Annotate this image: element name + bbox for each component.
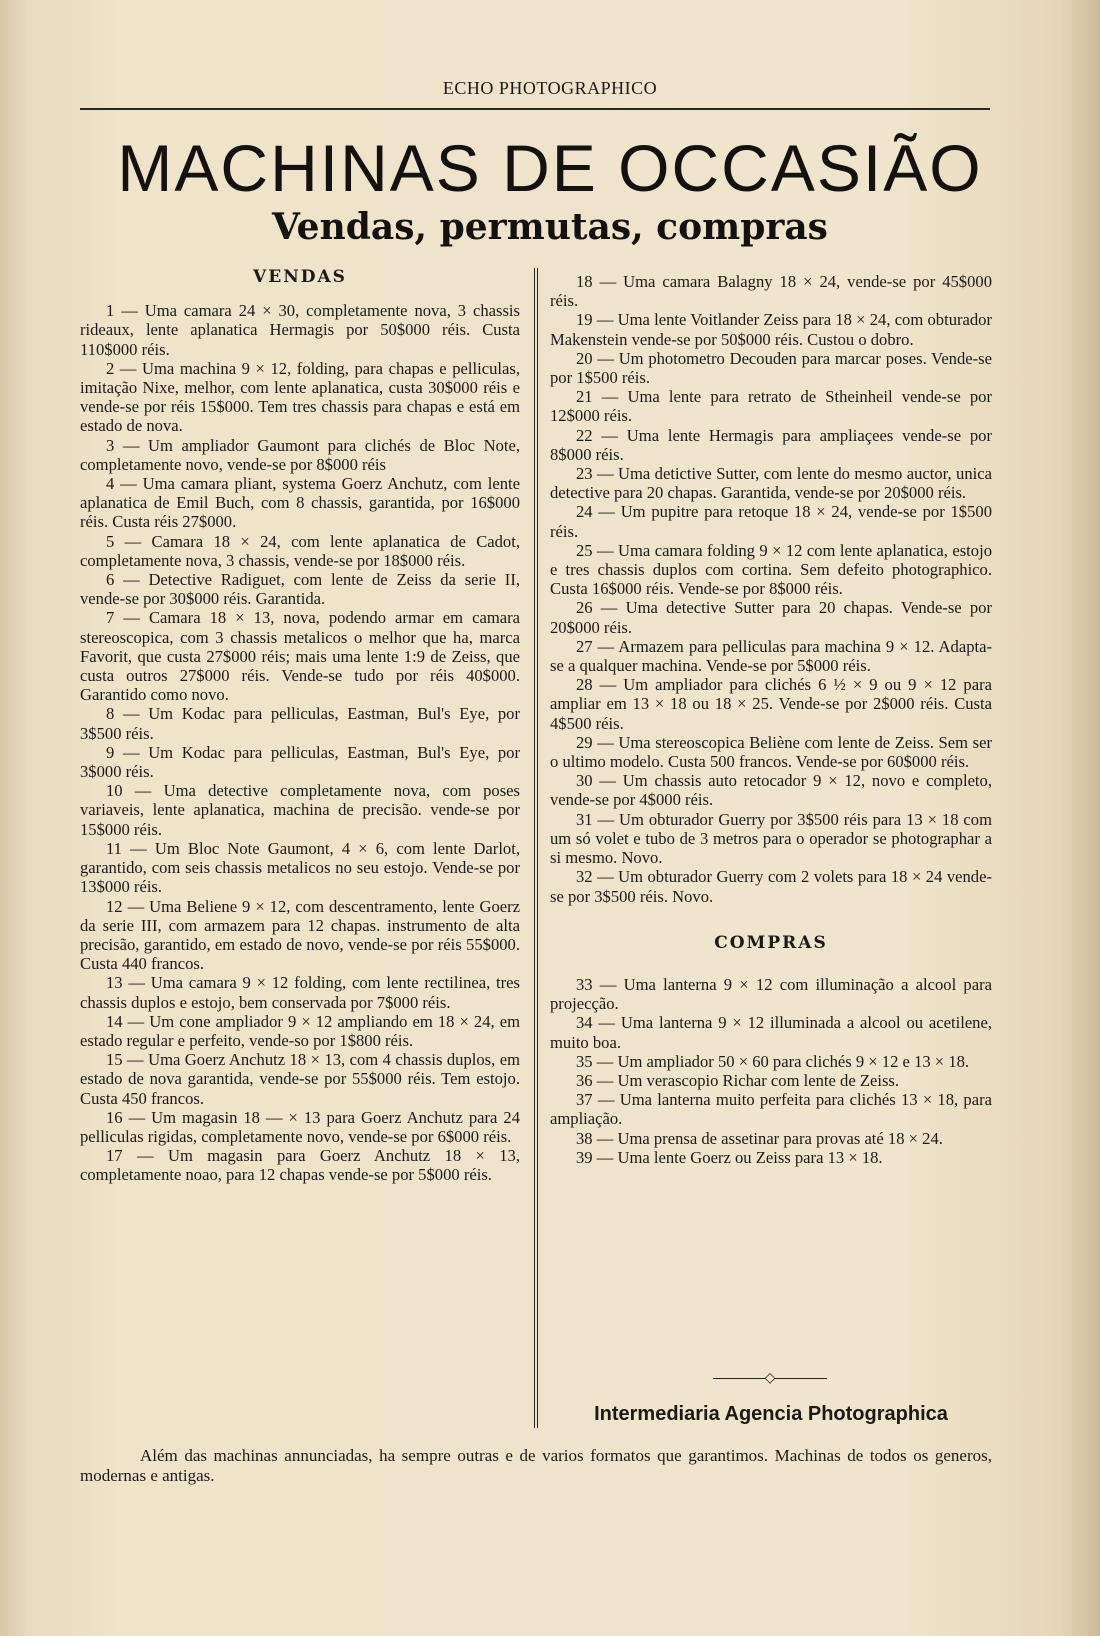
compras-heading: COMPRAS (714, 932, 828, 953)
left-column (80, 268, 520, 1185)
ad-item: 30 — Um chassis auto retocador 9 × 12, novo e completo, vende-se por 4$000 réis. (550, 771, 992, 810)
page-subtitle: Vendas, permutas, compras (272, 206, 828, 248)
ad-item: 23 — Uma detictive Sutter, com lente do mesmo auctor, unica detective para 20 chapas. Garantida, vende-se por 20$000 réis. (550, 464, 992, 503)
rule-line (713, 1378, 765, 1379)
ad-item: 32 — Um obturador Guerry com 2 volets para 18 × 24 vende-se por 3$500 réis. Novo. (550, 867, 992, 906)
rule-line (775, 1378, 827, 1379)
ad-item: 9 — Um Kodac para pelliculas, Eastman, Bul's Eye, por 3$000 réis. (80, 742, 520, 782)
ad-item: 19 — Uma lente Voitlander Zeiss para 18 × 24, com obturador Makenstein vende-se por 50$000 réis. Custou o dobro. (550, 310, 992, 349)
ad-item: 16 — Um magasin 18 — × 13 para Goerz Anchutz para 24 pelliculas rigidas, completamente novo, vende-se por 6$000 réis. (80, 1107, 520, 1146)
ad-item: 38 — Uma prensa de assetinar para provas até 18 × 24. (576, 1128, 943, 1148)
ad-item: 3 — Um ampliador Gaumont para clichés de Bloc Note, completamente novo, vende-se por 8$000 réis (80, 435, 520, 474)
ad-item: 20 — Um photometro Decouden para marcar poses. Vende-se por 1$500 réis. (550, 348, 992, 388)
ad-item: 35 — Um ampliador 50 × 60 para clichés 9 × 12 e 13 × 18. (576, 1051, 970, 1071)
ad-item: 1 — Uma camara 24 × 30, completamente nova, 3 chassis rideaux, lente aplanatica Hermagis por 50$000 réis. Custa 110$000 réis. (80, 301, 520, 359)
ad-item: 5 — Camara 18 × 24, com lente aplanatica de Cadot, completamente nova, 3 chassis, vende-se por 18$000 réis. (80, 531, 520, 570)
ad-item: 8 — Um Kodac para pelliculas, Eastman, Bul's Eye, por 3$500 réis. (80, 704, 520, 743)
ad-item: 36 — Um verascopio Richar com lente de Zeiss. (576, 1070, 900, 1090)
ad-item: 7 — Camara 18 × 13, nova, podendo armar em camara stereoscopica, com 3 chassis metalicos o melhor que ha, marca Favorit, que custa 27$000 réis; mais uma lente 1:9 de Zeiss, que custa outros 27$000 réis. Vende-se tudo por réis 40$000. Garantido como novo. (80, 608, 520, 705)
vendas-heading: VENDAS (253, 267, 347, 287)
ornament-rule (705, 1371, 835, 1385)
ad-item: 4 — Uma camara pliant, systema Goerz Anchutz, com lente aplanatica de Emil Buch, com 8 chassis, garantida, por 16$000 réis. Custa réis 27$000. (80, 474, 520, 532)
ad-item: 21 — Uma lente para retrato de Stheinheil vende-se por 12$000 réis. (550, 387, 992, 426)
ad-item: 10 — Uma detective completamente nova, com poses variaveis, lente aplanatica, machina de precisão. vende-se por 15$000 réis. (80, 781, 520, 839)
ad-item: 27 — Armazem para pelliculas para machina 9 × 12. Adapta-se a qualquer machina. Vende-se por 5$000 réis. (550, 636, 992, 676)
diamond-ornament-icon: ◇ (764, 1370, 776, 1386)
page-title: MACHINAS DE OCCASIÃO (117, 131, 983, 205)
ad-item: 31 — Um obturador Guerry por 3$500 réis para 13 × 18 com um só volet e tubo de 3 metros para o operador se photographar a si mesmo. Novo. (550, 809, 992, 868)
ad-item: 13 — Uma camara 9 × 12 folding, com lente rectilinea, tres chassis duplos e estojo, bem conservada por 7$000 réis. (80, 973, 520, 1012)
ad-item: 34 — Uma lanterna 9 × 12 illuminada a alcool ou acetilene, muito boa. (550, 1013, 992, 1052)
running-header: ECHO PHOTOGRAPHICO (442, 78, 658, 98)
footer-note: Além das machinas annunciadas, ha sempre outras e de varios formatos que garantimos. Machinas de todos os generos, modernas e antigas. (80, 1446, 992, 1485)
ad-item: 22 — Uma lente Hermagis para ampliaçees vende-se por 8$000 réis. (550, 425, 992, 464)
right-column (550, 272, 992, 1167)
ad-item: 33 — Uma lanterna 9 × 12 com illuminação a alcool para projecção. (550, 974, 992, 1014)
ad-item: 25 — Uma camara folding 9 × 12 com lente aplanatica, estojo e tres chassis duplos com cortina. Sem defeito photographico. Custa 16$000 réis. Vende-se por 8$000 réis. (550, 540, 992, 599)
ad-item: 2 — Uma machina 9 × 12, folding, para chapas e pelliculas, imitação Nixe, melhor, com lente aplanatica, custa 30$000 réis e vende-se por réis 15$000. Tem tres chassis para chapas e está em estado de nova. (80, 358, 520, 436)
ad-item: 18 — Uma camara Balagny 18 × 24, vende-se por 45$000 réis. (550, 272, 992, 311)
ad-item: 11 — Um Bloc Note Gaumont, 4 × 6, com lente Darlot, garantido, com seis chassis metalicos no seu estojo. Vende-se por 13$000 réis. (80, 838, 520, 897)
ad-item: 26 — Uma detective Sutter para 20 chapas. Vende-se por 20$000 réis. (550, 598, 992, 637)
ad-item: 17 — Um magasin para Goerz Anchutz 18 × 13, completamente noao, para 12 chapas vende-se por 5$000 réis. (80, 1146, 520, 1185)
ad-item: 24 — Um pupitre para retoque 18 × 24, vende-se por 1$500 réis. (550, 502, 992, 541)
ad-item: 14 — Um cone ampliador 9 × 12 ampliando em 18 × 24, em estado regular e perfeito, vende-so por 1$800 réis. (80, 1011, 520, 1050)
ad-item: 15 — Uma Goerz Anchutz 18 × 13, com 4 chassis duplos, em estado de nova garantida, vende-se por 55$000 réis. Tem estojo. Custa 450 francos. (80, 1050, 520, 1108)
ad-item: 39 — Uma lente Goerz ou Zeiss para 13 × 18. (576, 1147, 883, 1167)
header-rule (80, 108, 990, 110)
column-divider (534, 268, 538, 1428)
ad-item: 37 — Uma lanterna muito perfeita para clichés 13 × 18, para ampliação. (550, 1090, 992, 1129)
ad-item: 6 — Detective Radiguet, com lente de Zeiss da serie II, vende-se por 30$000 réis. Garantida. (80, 570, 520, 609)
ad-item: 28 — Um ampliador para clichés 6 ½ × 9 ou 9 × 12 para ampliar em 13 × 18 ou 18 × 25. Vende-se por 2$000 réis. Custa 4$500 réis. (550, 675, 992, 733)
ad-item: 12 — Uma Beliene 9 × 12, com descentramento, lente Goerz da serie III, com armazem para 12 chapas. instrumento de alta precisão, garantido, em estado de novo, vende-se por réis 55$000. Custa 440 francos. (80, 896, 520, 974)
ad-item: 29 — Uma stereoscopica Beliène com lente de Zeiss. Sem ser o ultimo modelo. Custa 500 francos. Vende-se por 60$000 réis. (550, 732, 992, 772)
agency-name: Intermediaria Agencia Photographica (594, 1403, 948, 1425)
